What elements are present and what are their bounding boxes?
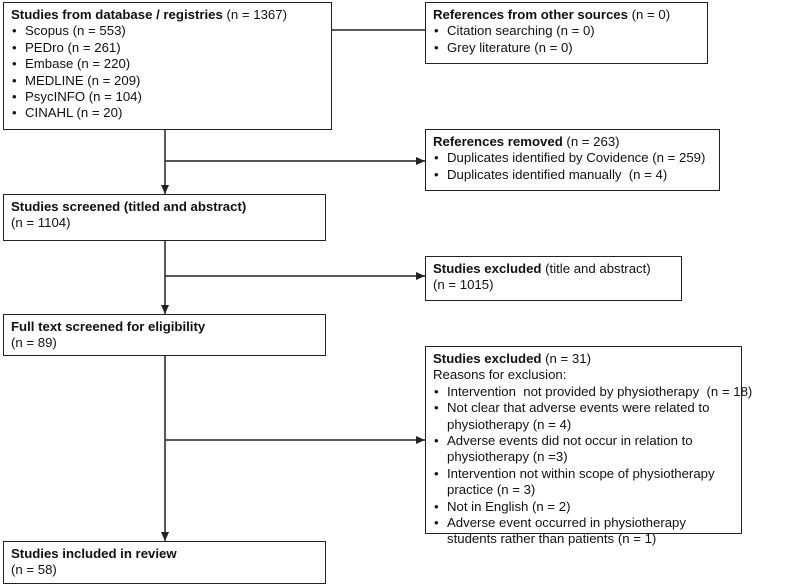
excluded2-title: Studies excluded (433, 351, 542, 366)
list-item: • Grey literature (n = 0) (433, 40, 700, 56)
excluded1-subtitle: (title and abstract) (545, 261, 651, 276)
database-list (11, 23, 324, 121)
list-item: • Citation searching (n = 0) (433, 23, 700, 39)
list-item: • Adverse event occurred in physiotherapy students rather than patients (n = 1) (433, 515, 734, 548)
other-sources-box (425, 2, 708, 64)
excluded1-title: Studies excluded (433, 261, 542, 276)
removed-list (433, 150, 712, 183)
list-item: • Not clear that adverse events were related to physiotherapy (n = 4) (433, 400, 734, 433)
list-item: • Intervention not within scope of physiotherapy practice (n = 3) (433, 466, 734, 499)
database-box (3, 2, 332, 130)
excluded2-count: (n = 31) (545, 351, 591, 366)
fulltext-title: Full text screened for eligibility (11, 319, 206, 334)
excluded1-count: (n = 1015) (433, 277, 494, 293)
list-item: • Not in English (n = 2) (433, 499, 734, 515)
list-item: • MEDLINE (n = 209) (11, 73, 324, 89)
list-item: • Intervention not provided by physiotherapy (n = 18) (433, 384, 734, 400)
included-box (3, 541, 326, 584)
list-item: • Scopus (n = 553) (11, 23, 324, 39)
excluded-fulltext-box (425, 346, 753, 547)
screened-box (3, 194, 326, 241)
excluded-title-abstract-box (425, 256, 682, 301)
exclusion-reasons-label: Reasons for exclusion: (433, 367, 567, 383)
included-count: (n = 58) (11, 562, 57, 578)
screened-title: Studies screened (titled and abstract) (11, 199, 247, 214)
list-item: • PsycINFO (n = 104) (11, 89, 324, 105)
fulltext-count: (n = 89) (11, 335, 57, 351)
other-sources-count: (n = 0) (631, 7, 671, 22)
list-item: • Duplicates identified by Covidence (n = 259) (433, 150, 712, 166)
removed-count: (n = 263) (566, 134, 620, 149)
database-title: Studies from database / registries (11, 7, 223, 22)
list-item: • CINAHL (n = 20) (11, 105, 324, 121)
screened-count: (n = 1104) (11, 215, 71, 231)
list-item: • PEDro (n = 261) (11, 40, 324, 56)
list-item: • Embase (n = 220) (11, 56, 324, 72)
exclusion-reasons-list (433, 383, 753, 548)
database-count: (n = 1367) (226, 7, 287, 22)
other-sources-list (433, 23, 700, 56)
list-item: • Duplicates identified manually (n = 4) (433, 167, 712, 183)
fulltext-box (3, 314, 326, 356)
other-sources-title: References from other sources (433, 7, 628, 22)
removed-title: References removed (433, 134, 563, 149)
included-title: Studies included in review (11, 546, 177, 561)
removed-box (425, 129, 720, 191)
list-item: • Adverse events did not occur in relation to physiotherapy (n =3) (433, 433, 734, 466)
